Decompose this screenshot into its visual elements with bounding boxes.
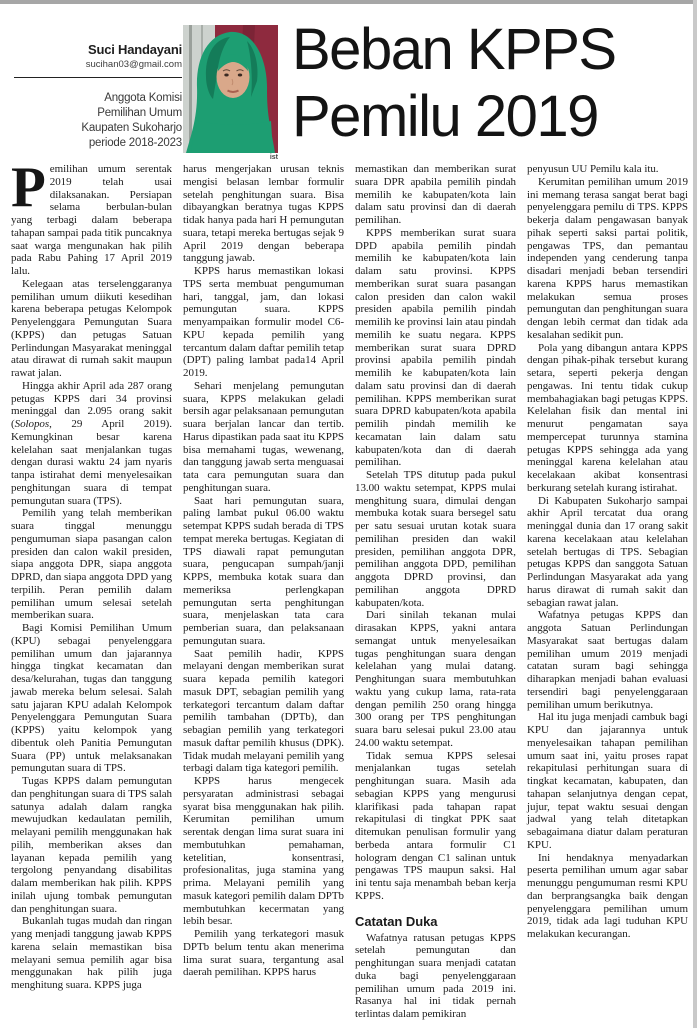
paragraph: Kerumitan pemilihan umum 2019 ini memang terasa sangat berat bagi penyelenggara pemilu di TPS. KPPS bekerja dalam pengawasan banyak pihak seperti saksi partai politik, pengawas TPS, dan pemantau independen yang cenderung tanpa disadari menjadi beban tersendiri karena KPPS harus memastikan melakukan semua proses pemungutan dan penghitungan suara dengan lebih cermat dan tidak ada kesalahan sedikit pun. [527, 175, 688, 341]
paragraph: Setelah TPS ditutup pada pukul 13.00 waktu setempat, KPPS mulai menghitung suara, dimulai dengan membuka kotak suara bersegel satu per satu sesuai urutan kotak suara pemilihan presiden dan wakil presiden, pemilihan anggota DPR, pemilihan anggota DPD, pemilihan anggota DPRD provinsi, dan pemilihan anggota DPRD kabupaten/kota. [355, 469, 516, 609]
headline [292, 16, 692, 150]
scan-right-edge [693, 0, 697, 1028]
photo-credit: ist [269, 154, 278, 161]
publication-name: Solopos [14, 418, 50, 430]
affiliation-line: Anggota Komisi [104, 92, 182, 104]
headline-line: Pemilu 2019 [292, 84, 598, 149]
paragraph: Tugas KPPS dalam pemungutan dan penghitungan suara di TPS salah satunya adalah dalam rangka mewujudkan kedaulatan pemilih, melayani pemilih menggunakan hak pilih, memberikan akses dan layanan kepada pemilih yang tergolong penyandang disabilitas dalam memberikan hak pilih. KPPS inilah ujung tombak pemungutan dan penghitungan suara. [11, 775, 172, 915]
paragraph: KPPS harus memastikan lokasi TPS serta membuat pengumuman hari, tanggal, jam, dan lokasi pemungutan suara. KPPS menyampaikan formulir model C6-KPU kepada pemilih yang tercantum dalam daftar pemilih tetap (DPT) paling lambat pada14 April 2019. [183, 265, 344, 379]
affiliation-line: periode 2018-2023 [88, 136, 182, 149]
paragraph: Di Kabupaten Sukoharjo sampai akhir April tercatat dua orang meninggal dunia dan 17 orang sakit karena kecelakaan atau kelelahan setelah bertugas di TPS. Sebagian petugas KPPS dan sanggota Satuan Perlindungan Masyarakat ada yang harus dirawat di rumah sakit dan sebagian rawat jalan. [527, 494, 688, 609]
affiliation-line: Kaupaten Sukoharjo [81, 121, 182, 134]
paragraph: Wafatnya petugas KPPS dan anggota Satuan Perlindungan Masyarakat saat bertugas dalam pemilihan umum 2019 menjadi catatan suram bagi sehingga diharapkan menjadi bahan evaluasi tersendiri bagi penyelenggaraan pemilihan umum berikutnya. [527, 609, 688, 711]
paragraph: KPPS memberikan surat suara DPD apabila pemilih pindah memilih ke kabupaten/kota lain dalam satu provinsi. KPPS memberikan surat suara pasangan calon presiden dan calon wakil presiden apabila pemilih pindah memilih ke provinsi lain atau pindah memilih ke suatu negara. KPPS memberikan surat suara DPRD provinsi apabila pemilih pindah memilih ke kabupaten/kota lain dalam satu provinsi dan di daerah pemilihan. KPPS memberikan surat suara DPRD kabupaten/kota apabila pemilih pindah memilih ke kecamatan lain dalam satu kabupaten/kota dan di daerah pemilihan. [355, 226, 516, 469]
article-body [11, 156, 689, 1021]
paragraph: Pemilih yang telah memberikan suara tinggal menunggu pengumuman siapa pasangan calon presiden dan calon wakil presiden, siapa anggota DPR, siapa anggota DPRD, dan siapa anggota DPD yang terpilih. Peran pemilih dalam pemilihan umum selesai setelah memberikan suara. [11, 507, 172, 622]
scan-top-edge [0, 0, 697, 4]
paragraph: Dari sinilah tekanan mulai dirasakan KPPS, yakni antara semangat untuk menyelesaikan tugas penghitungan suara dengan kelelahan yang mulai datang. Penghitungan suara membutuhkan waktu yang cukup lama, rata-rata dengan pemilih 250 orang hingga 300 orang per TPS penghitungan suara baru selesai pukul 23.00 atau 24.00 waktu setempat. [355, 609, 516, 749]
paragraph: Wafatnya ratusan petugas KPPS setelah pemungutan dan penghitungan suara menjadi catatan duka bagi penyelenggaraan pemilihan umum pada 2019 ini. Rasanya hal ini tidak pernah terlintas dalam pemikiran [355, 931, 516, 1020]
column-3 [355, 163, 516, 1021]
paragraph: penyusun UU Pemilu kala itu. [527, 163, 659, 175]
column-4 [527, 163, 688, 1021]
paragraph: Kelegaan atas terselenggaranya pemilihan umum diikuti kesedihan karena beberapa petugas Kelompok Penyelenggara Pemungutan Suara (KPPS) dan petugas Satuan Perlindungan Masyarakat meninggal atau dirawat di rumah sakit maupun rawat jalan. [11, 277, 172, 379]
paragraph: Saat pemilih hadir, KPPS melayani dengan memberikan surat suara kepada pemilih kategori masuk DPT, sebagian pemilih yang terkategori tercantum dalam daftar pemilih tambahan (DPTb), dan sebagian pemilih yang terkategori masuk daftar pemilih khusus (DPK). Tidak mudah melayani pemilih yang terbagi dalam tiga kategori pemilih. [183, 647, 344, 775]
column-2 [183, 163, 344, 1021]
headline-line: Beban KPPS [292, 17, 616, 82]
paragraph: Hal itu juga menjadi cambuk bagi KPU dan jajarannya untuk menyelesaikan tahapan pemilihan umum saat ini, yaitu proses rapat rekapitulasi perhitungan suara di tingkat kecamatan, kabupaten, dan tahapan selanjutnya dengan cepat, jujur, tepat waktu sesuai dengan jadwal yang telah ditetapkan sebagaimana diatur dalam peraturan KPU. [527, 711, 688, 851]
byline-block [8, 42, 182, 151]
paragraph: Pemilih yang terkategori masuk DPTb belum tentu akan menerima lima surat suara, tergantung asal daerah pemilihan. KPPS harus [183, 928, 344, 979]
drop-cap: P [11, 156, 46, 219]
paragraph: harus mengerjakan urusan teknis mengisi belasan lembar formulir setelah penghitungan suara. Bisa dibayangkan beratnya tugas KPPS tidak hanya pada hari H pemungutan suara, tetapi mereka bertugas sejak 9 April 2019 dengan beberapa tanggung jawab. [183, 163, 344, 265]
author-affiliation [8, 91, 182, 151]
author-email: sucihan03@gmail.com [85, 59, 182, 70]
paragraph: Bagi Komisi Pemilihan Umum (KPU) sebagai penyelenggara pemilihan umum dan jajarannya hingga tingkat kecamatan dan desa/kelurahan, tugas dan tanggung jawab mereka belum selesai. Salah satu jajaran KPU adalah Kelompok Penyelenggara Pemungutan Suara (KPPS) yaitu kelompok yang dibentuk oleh Panitia Pemungutan Suara (PP) untuk melaksanakan pemungutan suara di TPS. [11, 622, 172, 775]
column-1 [11, 156, 172, 1021]
paragraph: KPPS harus mengecek persyaratan administrasi sebagai syarat bisa menggunakan hak pilih. Kerumitan pemilihan umum serentak dengan lima surat suara ini membutuhkan pemahaman, ketelitian, konsentrasi, profesionalitas, juga stamina yang prima. Melayani pemilih yang masuk kategori pemilih dalam DPTb membutuhkan kecermatan yang lebih besar. [183, 775, 344, 928]
paragraph: Pemilihan umum serentak 2019 telah usai dilaksanakan. Persiapan selama berbulan-bulan yang terbagi dalam beberapa tahapan sampai pada titik puncaknya saat warga mengunakan hak pilih pada Rabu Pahing 17 April 2019 lalu. [11, 156, 172, 277]
paragraph: Ini hendaknya menyadarkan peserta pemilihan umum agar sabar menunggu pengumuman resmi KPU dan berprangsangka baik dengan penyelenggara pemilihan umum 2019, tidak ada lagi tuduhan KPU melakukan kecurangan. [527, 851, 688, 940]
byline-divider [14, 77, 182, 78]
paragraph: Hingga akhir April ada 287 orang petugas KPPS dari 34 provinsi meninggal dan 2.095 orang sakit (Solopos, 29 April 2019). Kemungkinan besar karena kelelahan saat menjalankan tugas dengan durasi waktu 24 jam nyaris tanpa istirahat demi menyelesaikan penghitungan suara di tempat pemungutan suara (TPS). [11, 379, 172, 507]
paragraph: Saat hari pemungutan suara, paling lambat pukul 06.00 waktu setempat KPPS sudah berada di TPS tempat mereka bertugas. Kegiatan di TPS diawali rapat pemungutan suara, pengucapan sumpah/janji KPPS, membuka kotak suara dan memeriksa perlengkapan pemungutan serta penghitungan suara, menjelaskan tata cara pemberian suara, dan pelaksanaan pemungutan suara. [183, 494, 344, 647]
paragraph: Pola yang dibangun antara KPPS dengan pihak-pihak tersebut kurang setara, seperti pekerja dengan pengawas. Ini tentu tidak cukup membahagiakan bagi petugas KPPS. Kelelahan fisik dan mental ini menurut pengamatan saya mempercepat turunnya stamina petugas KPPS sehingga ada yang meninggal karena kelelahan atau kecelakaan akibat konsentrasi berkurang setelah kurang istirahat. [527, 341, 688, 494]
paragraph: Bukanlah tugas mudah dan ringan yang menjadi tanggung jawab KPPS karena selain memastikan bisa melayani semua pemilih agar bisa menggunakan hak pilih juga menghitung suara. KPPS juga [11, 915, 172, 991]
paragraph: memastikan dan memberikan surat suara DPR apabila pemilih pindah memilih ke kabupaten/kota lain dalam satu provinsi dan di daerah pemilihan. [355, 163, 516, 226]
author-portrait-illustration [183, 25, 278, 153]
author-photo [183, 25, 278, 153]
author-name: Suci Handayani [87, 42, 182, 57]
paragraph: Tidak semua KPPS selesai menjalankan tugas setelah penghitungan suara. Masih ada sebagian KPPS yang mengurusi klarifikasi pada tahapan rapat rekapitulasi di tingkat PPK saat ditemukan penulisan formulir yang berbeda antara formulir C1 hologram dengan C1 salinan untuk pengawas TPS maupun saksi. Hal ini tentu saja menambah beban kerja KPPS. [355, 749, 516, 902]
paragraph: Sehari menjelang pemungutan suara, KPPS melakukan geladi bersih agar pelaksanaan pemungutan suara berjalan lancar dan tertib. Harus dipastikan pada saat itu KPPS bisa memahami tugas, wewenang, dan tanggung jawab serta menguasai tata cara pemungutan suara dan penghitungan suara. [183, 379, 344, 494]
section-subheading: Catatan Duka [355, 913, 438, 929]
affiliation-line: Pemilihan Umum [97, 106, 182, 119]
